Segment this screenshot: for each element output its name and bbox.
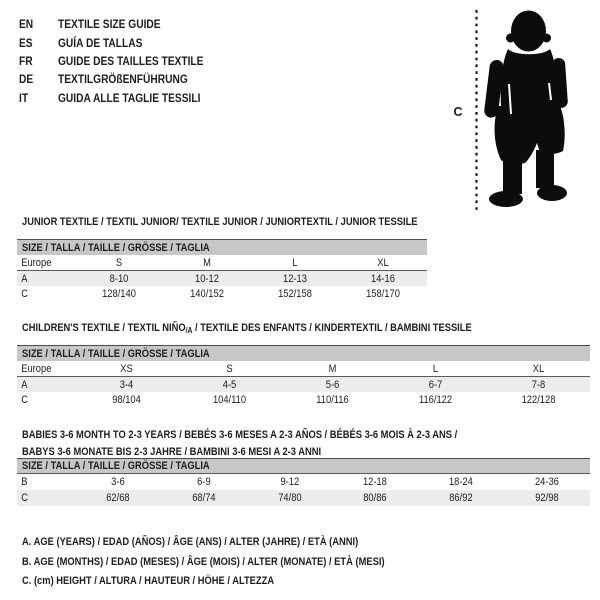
value-cell: 4-5 (222, 378, 237, 391)
size-cell: S (115, 256, 123, 269)
row-label: C (21, 394, 29, 406)
height-cm-row (17, 490, 590, 506)
height-cm-row (17, 392, 590, 408)
height-cm-row (17, 286, 427, 302)
language-title: TEXTILE SIZE GUIDE (58, 17, 161, 32)
row-label: A (21, 272, 28, 285)
row-label: A (21, 378, 28, 391)
size-cell: XL (377, 256, 389, 269)
value-cell: 74/80 (277, 492, 302, 504)
row-label: C (21, 288, 29, 300)
language-row-es (19, 33, 229, 51)
size-cell: M (203, 256, 211, 269)
value-cell: 158/170 (366, 288, 400, 300)
size-cell: L (292, 256, 298, 269)
language-row-en (19, 15, 229, 33)
language-row-it (19, 89, 229, 107)
value-cell: 12-18 (363, 476, 388, 488)
language-title-list (19, 15, 229, 107)
value-cell: 14-16 (371, 272, 395, 285)
value-cell: 86/92 (449, 492, 473, 504)
legend-line-b: B. AGE (MONTHS) / EDAD (MESES) / ÂGE (MOIS) / ALTER (MONATE) / ETÀ (MESI) (22, 555, 385, 568)
legend-line-c: C. (cm) HEIGHT / ALTURA / HAUTEUR / HÖHE / ALTEZZA (22, 575, 275, 588)
value-cell: 68/74 (192, 492, 216, 504)
language-title: GUIDA ALLE TAGLIE TESSILI (58, 90, 201, 105)
height-measure-label: C (453, 105, 463, 119)
language-title: GUÍA DE TALLAS (58, 35, 143, 50)
language-code: DE (19, 72, 34, 87)
value-cell: 24-36 (535, 476, 560, 488)
size-header-row: SIZE / TALLA / TAILLE / GRÖSSE / TAGLIA (17, 459, 590, 474)
value-cell: 6-7 (428, 378, 443, 391)
size-cell: L (432, 362, 439, 375)
size-header-row: SIZE / TALLA / TAILLE / GRÖSSE / TAGLIA (17, 240, 427, 255)
age-years-row (17, 377, 590, 392)
language-code: FR (19, 53, 33, 68)
value-cell: 18-24 (449, 476, 474, 488)
value-cell: 98/104 (112, 394, 141, 406)
age-months-row (17, 474, 590, 490)
region-label: Europe (21, 256, 52, 269)
value-cell: 3-4 (119, 378, 134, 391)
region-size-row (17, 361, 590, 377)
language-row-de (19, 70, 229, 88)
region-size-row (17, 255, 427, 271)
babies-title-line1: BABIES 3-6 MONTH TO 2-3 YEARS / BEBÉS 3-6 MESES A 2-3 AÑOS / BÉBÉS 3-6 MOIS À 2-3 ANS / (22, 429, 458, 441)
title-subscript: /A (185, 326, 193, 335)
language-row-fr (19, 52, 229, 70)
junior-size-table (17, 239, 427, 302)
size-header-row: SIZE / TALLA / TAILLE / GRÖSSE / TAGLIA (17, 346, 590, 361)
value-cell: 62/68 (106, 492, 130, 504)
value-cell: 10-12 (195, 272, 219, 285)
value-cell: 122/128 (521, 394, 556, 406)
value-cell: 6-9 (196, 476, 211, 488)
size-cell: M (328, 362, 337, 375)
value-cell: 9-12 (280, 476, 299, 488)
row-label: C (21, 492, 29, 504)
value-cell: 12-13 (283, 272, 307, 285)
size-cell: S (226, 362, 233, 375)
value-cell: 8-10 (109, 272, 129, 285)
value-cell: 7-8 (531, 378, 546, 391)
legend-line-a: A. AGE (YEARS) / EDAD (AÑOS) / ÂGE (ANS) / ALTER (JAHRE) / ETÀ (ANNI) (22, 536, 359, 548)
value-cell: 140/152 (190, 288, 224, 300)
babies-section-title (22, 427, 457, 461)
baby-silhouette-icon (483, 11, 568, 208)
value-cell: 128/140 (102, 288, 136, 300)
language-code: IT (19, 90, 29, 105)
age-years-row (17, 271, 427, 286)
value-cell: 104/110 (212, 394, 247, 406)
language-code: ES (19, 35, 33, 50)
babies-size-table (17, 458, 590, 506)
language-title: TEXTILGRÖßENFÜHRUNG (58, 72, 188, 87)
value-cell: 116/122 (418, 394, 453, 406)
value-cell: 80/86 (363, 492, 388, 504)
value-cell: 5-6 (325, 378, 340, 391)
children-section-title: CHILDREN'S TEXTILE / TEXTIL $NIÑO_{/A}$ / TEXTILE DES ENFANTS / KINDERTEXTIL / BAMBINI TESSILE (22, 322, 472, 335)
language-code: EN (19, 17, 34, 32)
value-cell: 92/98 (535, 492, 559, 504)
size-cell: XS (120, 362, 133, 375)
measurement-legend (22, 536, 449, 595)
region-label: Europe (21, 362, 52, 375)
language-title: GUIDE DES TAILLES TEXTILE (58, 53, 204, 68)
row-label: B (21, 476, 28, 488)
children-size-table (17, 345, 590, 408)
value-cell: 110/116 (316, 394, 349, 406)
junior-section-title: JUNIOR TEXTILE / TEXTIL JUNIOR/ TEXTILE JUNIOR / JUNIORTEXTIL / JUNIOR TESSILE (22, 216, 418, 228)
value-cell: 152/158 (278, 288, 312, 300)
size-cell: XL (532, 362, 545, 375)
babies-title-line2: BABYS 3-6 MONATE BIS 2-3 JAHRE / BAMBINI 3-6 MESI A 2-3 ANNI (22, 446, 322, 458)
value-cell: 3-6 (111, 476, 125, 488)
